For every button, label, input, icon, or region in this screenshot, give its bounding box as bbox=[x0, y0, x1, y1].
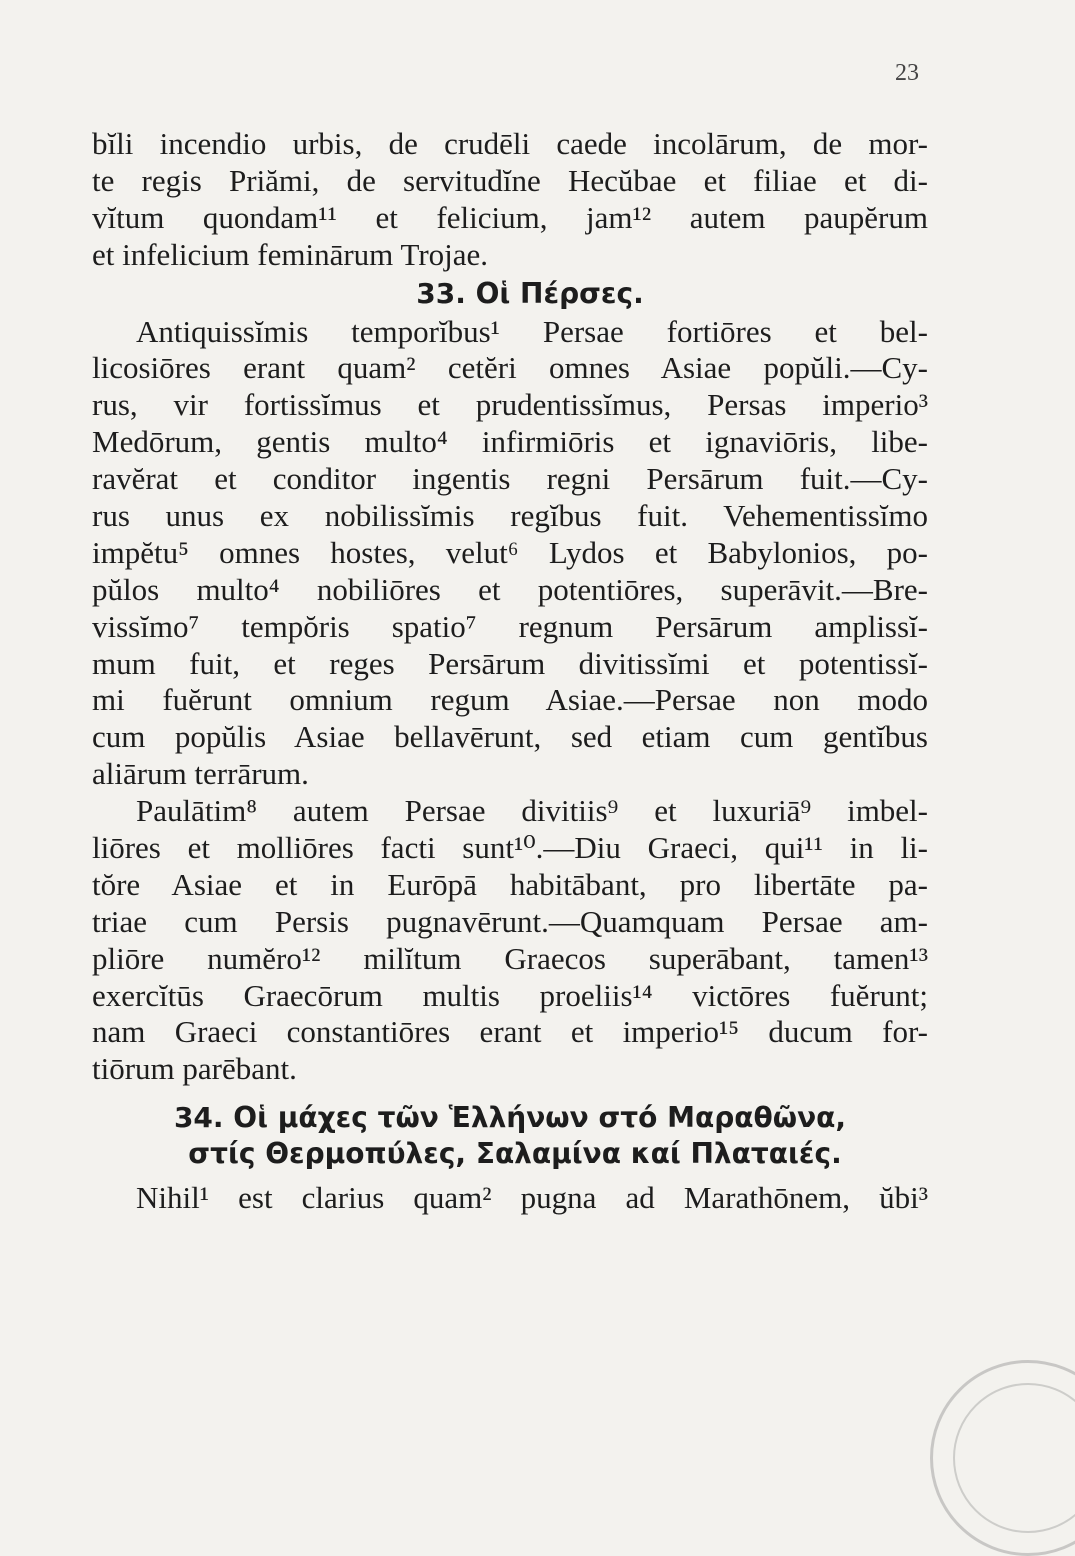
paragraph-continuation bbox=[92, 126, 928, 274]
library-stamp-inner bbox=[953, 1383, 1075, 1533]
section-heading-34-line1: 34. Οἱ μάχες τῶν Ἑλλήνων στό Μαραθῶνα, bbox=[173, 1101, 847, 1135]
text-line: vĭtum quondam¹¹ et felicium, jam¹² autem paupĕrum bbox=[92, 199, 928, 235]
text-line: mum fuit, et reges Persārum divitissĭmi et potentissĭ- bbox=[92, 645, 928, 681]
text-line: pliōre numĕro¹² milĭtum Graecos superābant, tamen¹³ bbox=[92, 940, 928, 976]
paragraph-persians-2 bbox=[92, 793, 928, 1088]
text-line: tiōrum parēbant. bbox=[92, 1051, 297, 1087]
section-heading-34-line2: στίς Θερμοπύλες, Σαλαμίνα καί Πλαταιές. bbox=[188, 1137, 842, 1171]
text-line: impĕtu⁵ omnes hostes, velut⁶ Lydos et Babylonios, po- bbox=[92, 534, 928, 570]
text-line: te regis Priămi, de servitudĭne Hecŭbae et filiae et di- bbox=[92, 162, 928, 198]
page-number: 23 bbox=[895, 60, 919, 86]
section-heading-33: 33. Οἱ Πέρσες. bbox=[416, 276, 644, 310]
text-line: triae cum Persis pugnavērunt.—Quamquam Persae am- bbox=[92, 903, 928, 939]
paragraph-persians-1 bbox=[92, 314, 928, 794]
text-line: vissĭmo⁷ tempŏris spatio⁷ regnum Persārum amplissĭ- bbox=[92, 608, 928, 644]
text-line: et infelicium feminārum Trojae. bbox=[92, 236, 489, 272]
text-line: aliārum terrārum. bbox=[92, 756, 309, 792]
text-line: Antiquissĭmis temporĭbus¹ Persae fortiōres et bel- bbox=[136, 313, 928, 349]
text-line: bĭli incendio urbis, de crudēli caede incolārum, de mor- bbox=[92, 126, 928, 161]
page-content bbox=[92, 126, 928, 1217]
paragraph-battles bbox=[92, 1180, 928, 1217]
text-line: cum popŭlis Asiae bellavērunt, sed etiam cum gentĭbus bbox=[92, 719, 928, 755]
text-line: rus unus ex nobilissĭmis regĭbus fuit. Vehementissĭmo bbox=[92, 498, 928, 534]
text-line: Medōrum, gentis multo⁴ infirmiōris et ignaviōris, libe- bbox=[92, 424, 928, 460]
library-stamp bbox=[930, 1360, 1075, 1556]
text-line: nam Graeci constantiōres erant et imperio¹⁵ ducum for- bbox=[92, 1014, 928, 1050]
text-line: licosiōres erant quam² cetĕri omnes Asiae popŭli.—Cy- bbox=[92, 350, 928, 386]
text-line: exercĭtūs Graecōrum multis proeliis¹⁴ victōres fuĕrunt; bbox=[92, 977, 928, 1013]
text-line: Paulātim⁸ autem Persae divitiis⁹ et luxuriā⁹ imbel- bbox=[136, 793, 928, 829]
text-line: pŭlos multo⁴ nobiliōres et potentiōres, superāvit.—Bre- bbox=[92, 571, 928, 607]
text-line: tŏre Asiae et in Eurōpā habitābant, pro libertāte pa- bbox=[92, 866, 928, 902]
text-line: ravĕrat et conditor ingentis regni Persārum fuit.—Cy- bbox=[92, 461, 928, 497]
text-line: rus, vir fortissĭmus et prudentissĭmus, Persas imperio³ bbox=[92, 387, 928, 423]
text-line: Nihil¹ est clarius quam² pugna ad Marathōnem, ŭbi³ bbox=[136, 1180, 928, 1216]
text-line: mi fuĕrunt omnium regum Asiae.—Persae non modo bbox=[92, 682, 928, 718]
text-line: liōres et molliōres facti sunt¹⁰.—Diu Graeci, qui¹¹ in li- bbox=[92, 830, 928, 866]
